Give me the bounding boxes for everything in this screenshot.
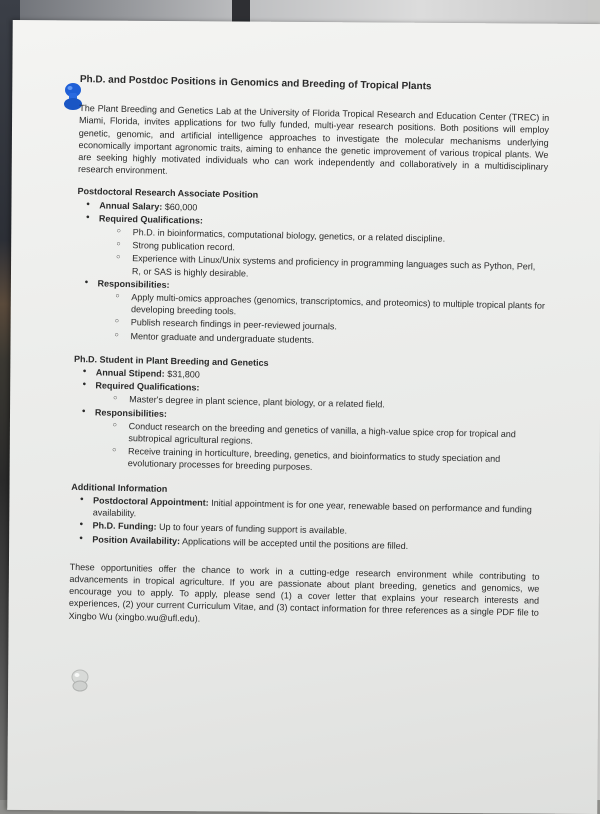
additional-label: Position Availability: — [92, 533, 181, 546]
phd-responsibilities — [94, 406, 543, 478]
flyer-title: Ph.D. and Postdoc Positions in Genomics and Breeding of Tropical Plants — [79, 74, 432, 93]
postdoc-heading: Postdoctoral Research Associate Position — [77, 186, 259, 201]
phd-resp-label: Responsibilities: — [94, 407, 168, 419]
phd-list — [72, 366, 544, 478]
additional-text: Up to four years of funding support is available. — [158, 522, 348, 536]
phd-qual-label: Required Qualifications: — [95, 380, 200, 393]
list-item: ○ Experience with Linux/Unix systems and proficiency in programming languages such as Python, Perl, R, or SAS is highly desirable. — [132, 253, 546, 286]
list-item: ○ Receive training in horticulture, breeding, genetics, and bioinformatics to study speciation and evolutionary processes for breeding purposes. — [128, 445, 542, 478]
postdoc-responsibilities — [96, 277, 545, 350]
additional-label: Postdoctoral Appointment: — [92, 495, 209, 508]
phd-heading: Ph.D. Student in Plant Breeding and Genetics — [73, 353, 269, 368]
list-item: ○ Master's degree in plant science, plant biology, or a related field. — [129, 394, 543, 415]
salary-label: Annual Salary: — [99, 200, 163, 212]
list-item: ○ Publish research findings in peer-reviewed journals. — [131, 317, 545, 338]
postdoc-list — [74, 199, 547, 351]
list-item: ○ Strong publication record. — [132, 239, 546, 260]
additional-text: Initial appointment is for one year, renewable based on performance and funding availability. — [92, 497, 532, 519]
postdoc-qual-label: Required Qualifications: — [98, 213, 204, 226]
list-item: ○ Mentor graduate and undergraduate students. — [130, 330, 544, 351]
intro-paragraph: The Plant Breeding and Genetics Lab at the University of Florida Tropical Research and Education Center (TREC) in Miami, Florida, invites applications for two fully funded, multi-year research positions. Both positions will employ genetic, genomic, and artificial intelligence approaches to investigate the molecular mechanisms underlying economically important agronomic traits, aiming to enhance the genetic improvement of various tropical plants. We are seeking highly motivated individuals who can work independently and collaboratively in a multidisciplinary research environment. — [77, 103, 550, 177]
list-item: ○ Ph.D. in bioinformatics, computational biology, genetics, or a related discipline. — [133, 226, 547, 247]
flyer-text — [69, 74, 550, 631]
clear-pushpin-icon — [68, 668, 92, 694]
additional-list — [70, 494, 541, 555]
additional-heading: Additional Information — [71, 481, 168, 494]
list-item: ○ Apply multi-omics approaches (genomics, transcriptomics, and proteomics) to multiple tropical plants for developing breeding tools. — [131, 291, 545, 324]
stipend-value: $31,800 — [167, 368, 200, 380]
salary-value: $60,000 — [164, 201, 198, 213]
additional-text: Applications will be accepted until the positions are filled. — [182, 535, 409, 551]
additional-label: Ph.D. Funding: — [92, 520, 157, 532]
postdoc-qualifications — [98, 212, 547, 285]
outro-paragraph: These opportunities offer the chance to work in a cutting-edge research environment while contributing to advancements in tropical agriculture. If you are passionate about plant breeding, genetics and genomics, we encourage you to apply. To apply, please send (1) a cover letter that explains your research interests and experiences, (2) your current Curriculum Vitae, and (3) contact information for three references as a single PDF file to Xingbo Wu (xingbo.wu@ufl.edu). — [68, 561, 540, 624]
list-item: ○ Conduct research on the breeding and genetics of vanilla, a high-value spice crop for tropical and subtropical agricultural regions. — [128, 420, 542, 453]
stipend-label: Annual Stipend: — [95, 367, 165, 379]
postdoc-resp-label: Responsibilities: — [97, 278, 170, 290]
